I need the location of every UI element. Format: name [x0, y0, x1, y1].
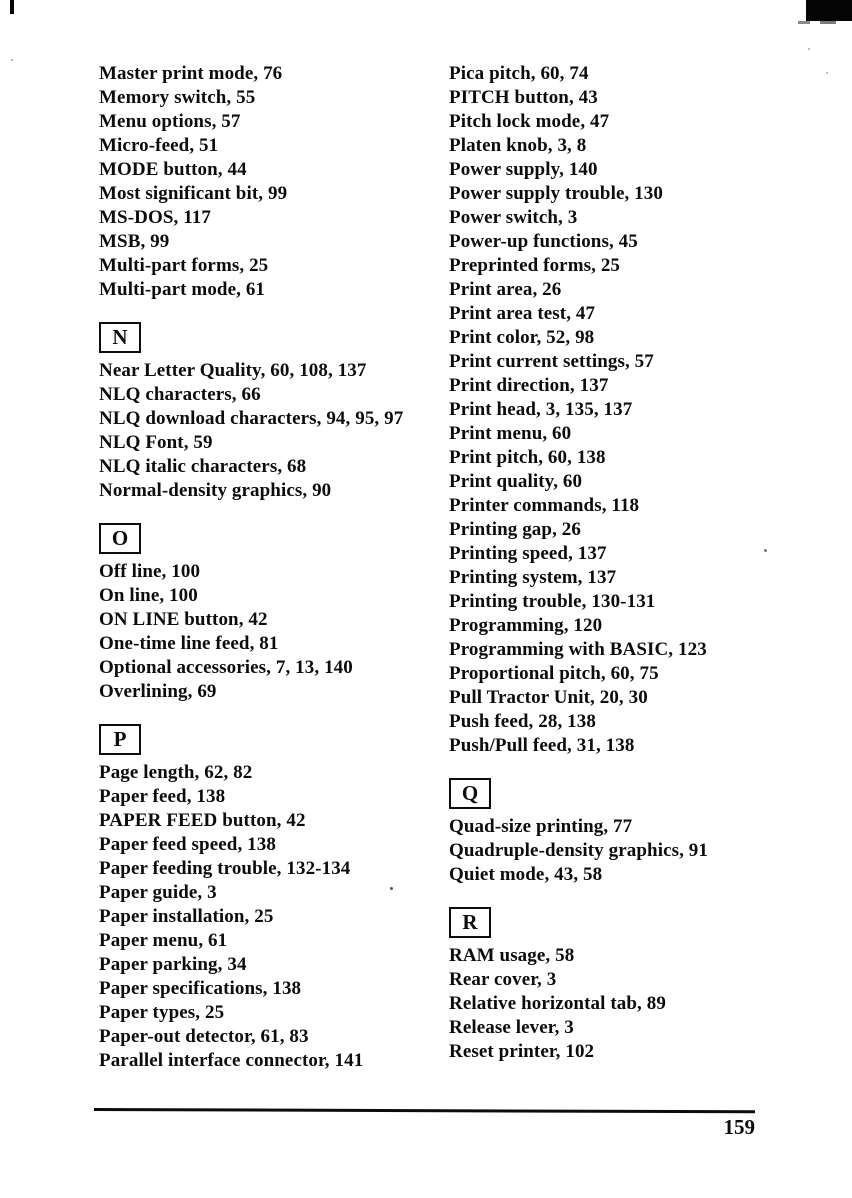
- section-letter-box: [99, 322, 141, 353]
- scan-speck: [826, 72, 828, 74]
- section-letter-row: [449, 778, 819, 809]
- index-entry: Print pitch, 60, 138: [449, 447, 606, 468]
- index-group: [449, 62, 819, 758]
- index-entry: Parallel interface connector, 141: [99, 1050, 364, 1071]
- index-entry: Printing gap, 26: [449, 519, 581, 540]
- index-entry: Programming with BASIC, 123: [449, 639, 707, 660]
- index-entry: Print area test, 47: [449, 303, 596, 324]
- index-entry: Print menu, 60: [449, 423, 572, 444]
- index-entry: Paper feed speed, 138: [99, 834, 276, 855]
- index-group: [99, 322, 449, 503]
- index-group: [449, 778, 819, 887]
- index-entry: Print head, 3, 135, 137: [449, 399, 633, 420]
- section-letter: N: [112, 325, 128, 349]
- index-entry: Push feed, 28, 138: [449, 711, 596, 732]
- index-entry: Page length, 62, 82: [99, 762, 253, 783]
- index-entry: PITCH button, 43: [449, 87, 598, 108]
- index-entry: Print direction, 137: [449, 375, 609, 396]
- index-group: [99, 523, 449, 704]
- index-entry: MODE button, 44: [99, 159, 247, 180]
- index-entry: Push/Pull feed, 31, 138: [449, 735, 635, 756]
- index-entry: Power supply, 140: [449, 159, 598, 180]
- index-entry: Paper installation, 25: [99, 906, 274, 927]
- index-entry: Paper-out detector, 61, 83: [99, 1026, 309, 1047]
- index-entry: Power-up functions, 45: [449, 231, 638, 252]
- index-entry: Paper guide, 3: [99, 882, 217, 903]
- index-entry: Master print mode, 76: [99, 63, 283, 84]
- index-entry: Platen knob, 3, 8: [449, 135, 587, 156]
- index-entry: Menu options, 57: [99, 111, 241, 132]
- section-letter-row: [99, 724, 449, 755]
- index-entry: NLQ characters, 66: [99, 384, 261, 405]
- index-entry: Print area, 26: [449, 279, 562, 300]
- index-entry: Paper menu, 61: [99, 930, 228, 951]
- scan-speck: [11, 59, 13, 61]
- index-entry: Printer commands, 118: [449, 495, 640, 516]
- index-entry: Off line, 100: [99, 561, 201, 582]
- index-entry: MSB, 99: [99, 231, 170, 252]
- index-column-right: [449, 62, 819, 1064]
- index-entry: Release lever, 3: [449, 1017, 574, 1038]
- index-entry: Paper types, 25: [99, 1002, 225, 1023]
- section-letter-row: [99, 322, 449, 353]
- index-entry: Near Letter Quality, 60, 108, 137: [99, 360, 367, 381]
- index-entry: RAM usage, 58: [449, 945, 575, 966]
- index-entry: ON LINE button, 42: [99, 609, 268, 630]
- section-letter-box: [449, 907, 491, 938]
- index-entry: Memory switch, 55: [99, 87, 256, 108]
- index-entry: Quad-size printing, 77: [449, 816, 633, 837]
- index-entry: Proportional pitch, 60, 75: [449, 663, 659, 684]
- index-group: [99, 62, 449, 302]
- section-letter-row: [99, 523, 449, 554]
- index-entry: Relative horizontal tab, 89: [449, 993, 666, 1014]
- scan-speck: [808, 48, 810, 50]
- scan-artifact-smudge: [820, 21, 836, 24]
- index-entry: On line, 100: [99, 585, 198, 606]
- index-group: [449, 907, 819, 1064]
- index-entry: Overlining, 69: [99, 681, 217, 702]
- index-group: [99, 724, 449, 1073]
- section-letter-box: [99, 724, 141, 755]
- index-entry: NLQ Font, 59: [99, 432, 213, 453]
- section-letter-box: [449, 778, 491, 809]
- section-letter: Q: [461, 781, 479, 805]
- scan-artifact-smudge: [798, 21, 810, 24]
- section-letter-box: [99, 523, 141, 554]
- section-letter: P: [113, 727, 127, 751]
- index-entry: Print color, 52, 98: [449, 327, 595, 348]
- index-entry: MS-DOS, 117: [99, 207, 211, 228]
- footer-rule: [94, 1108, 755, 1113]
- index-entry: Pica pitch, 60, 74: [449, 63, 589, 84]
- index-entry: Reset printer, 102: [449, 1041, 595, 1062]
- section-letter: R: [462, 910, 478, 934]
- section-letter: O: [111, 526, 129, 550]
- index-entry: NLQ italic characters, 68: [99, 456, 307, 477]
- index-entry: Pitch lock mode, 47: [449, 111, 610, 132]
- index-entry: Print current settings, 57: [449, 351, 654, 372]
- index-entry: Paper feeding trouble, 132-134: [99, 858, 351, 879]
- index-entry: Quadruple-density graphics, 91: [449, 840, 709, 861]
- index-entry: Quiet mode, 43, 58: [449, 864, 603, 885]
- scan-artifact-corner: [806, 0, 852, 21]
- index-entry: Multi-part mode, 61: [99, 279, 266, 300]
- index-entry: Multi-part forms, 25: [99, 255, 269, 276]
- index-entry: Micro-feed, 51: [99, 135, 219, 156]
- index-entry: Rear cover, 3: [449, 969, 557, 990]
- index-entry: Optional accessories, 7, 13, 140: [99, 657, 353, 678]
- index-entry: Paper specifications, 138: [99, 978, 302, 999]
- index-entry: Print quality, 60: [449, 471, 583, 492]
- index-entry: Paper feed, 138: [99, 786, 226, 807]
- section-letter-row: [449, 907, 819, 938]
- index-entry: Most significant bit, 99: [99, 183, 288, 204]
- index-entry: One-time line feed, 81: [99, 633, 279, 654]
- index-entry: Normal-density graphics, 90: [99, 480, 332, 501]
- index-entry: Power supply trouble, 130: [449, 183, 663, 204]
- index-entry: Paper parking, 34: [99, 954, 247, 975]
- index-entry: Printing speed, 137: [449, 543, 607, 564]
- index-entry: Printing trouble, 130-131: [449, 591, 656, 612]
- index-entry: Programming, 120: [449, 615, 603, 636]
- index-entry: Printing system, 137: [449, 567, 617, 588]
- index-column-left: [99, 62, 449, 1073]
- scan-artifact-edge-tick: [10, 0, 14, 14]
- index-entry: Preprinted forms, 25: [449, 255, 621, 276]
- page-number: 159: [723, 1115, 755, 1139]
- index-entry: PAPER FEED button, 42: [99, 810, 306, 831]
- index-entry: Power switch, 3: [449, 207, 578, 228]
- index-entry: Pull Tractor Unit, 20, 30: [449, 687, 648, 708]
- index-entry: NLQ download characters, 94, 95, 97: [99, 408, 404, 429]
